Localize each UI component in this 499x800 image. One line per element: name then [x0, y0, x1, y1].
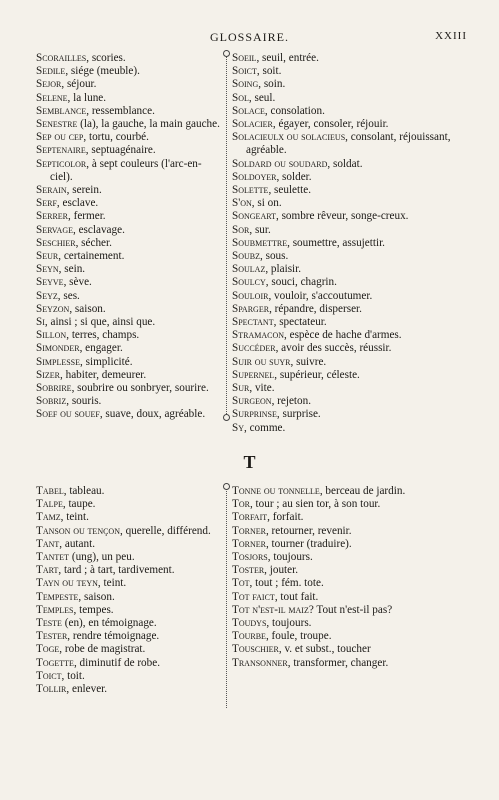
glossary-entry — [36, 342, 222, 355]
entry-headword: Scorailles — [36, 52, 87, 64]
entry-definition: , jouter. — [264, 564, 299, 577]
entry-definition: , foule, troupe. — [265, 630, 332, 643]
entry-definition: , consolation. — [264, 104, 325, 117]
entry-definition: , teint. — [60, 511, 89, 524]
glossary-entry — [232, 511, 468, 524]
entry-definition: , surprise. — [276, 408, 321, 421]
glossary-entry — [232, 342, 468, 355]
entry-definition: , tableau. — [63, 485, 105, 497]
glossary-entry — [36, 577, 222, 590]
entry-headword: Tanson ou tençon — [36, 524, 120, 537]
entry-definition: , rejeton. — [271, 395, 312, 408]
entry-headword: Togette — [36, 656, 74, 669]
entry-definition: , consolant, réjouissant, agréable. — [246, 131, 451, 157]
entry-definition: , fermer. — [68, 210, 106, 223]
glossary-entry — [36, 670, 222, 683]
entry-definition: , sur. — [249, 223, 271, 236]
entry-headword: Seur — [36, 250, 59, 263]
entry-headword: Talpe — [36, 498, 63, 511]
entry-definition: , engager. — [79, 342, 123, 355]
entry-definition: , septuagénaire. — [85, 144, 156, 157]
glossary-entry — [36, 316, 222, 329]
entry-definition: , sombre rêveur, songe-creux. — [275, 210, 409, 223]
glossary-entry — [232, 591, 468, 604]
glossary-entry — [36, 591, 222, 604]
entry-definition: , sein. — [58, 263, 86, 276]
glossary-entry — [36, 630, 222, 643]
glossary-entry — [36, 250, 222, 263]
glossary-entry — [232, 290, 468, 303]
entry-headword: Torner — [232, 524, 266, 537]
entry-definition: , la lune. — [67, 91, 107, 104]
entry-headword: Seyz — [36, 289, 58, 302]
entry-headword: Septenaire — [36, 144, 86, 157]
glossary-entry — [36, 564, 222, 577]
s-entries-right-column — [232, 52, 468, 435]
glossary-entry — [36, 158, 222, 184]
entry-definition: , rendre témoignage. — [67, 630, 160, 643]
entry-definition: , séjour. — [61, 78, 97, 91]
glossary-entry — [232, 617, 468, 630]
entry-definition: , soldat. — [327, 157, 363, 170]
entry-headword: Serain — [36, 184, 67, 197]
glossary-entry — [36, 498, 222, 511]
glossary-entry — [232, 276, 468, 289]
entry-headword: Sobriz — [36, 395, 67, 408]
entry-definition: , simplicité. — [80, 355, 133, 368]
entry-headword: Tot n'est-il maiz? — [232, 603, 314, 616]
entry-headword: Soldard ou soudard — [232, 157, 328, 170]
entry-definition: , solder. — [276, 170, 312, 183]
entry-definition: , esclavage. — [73, 223, 125, 236]
glossary-entry — [232, 303, 468, 316]
entry-headword: Toster — [232, 564, 265, 577]
entry-definition: , espèce de hache d'armes. — [284, 329, 402, 342]
glossary-entry — [36, 538, 222, 551]
glossary-entry — [232, 78, 468, 91]
entry-definition: , suivre. — [290, 355, 327, 368]
glossary-entry — [232, 52, 468, 65]
divider-ornament-top — [223, 50, 230, 57]
entry-headword: Si — [36, 316, 45, 329]
entry-headword: Tosjors — [232, 551, 268, 564]
glossary-entry — [232, 197, 468, 210]
entry-headword: Stramacon — [232, 329, 285, 342]
glossary-entry — [232, 485, 468, 498]
glossary-entry — [36, 643, 222, 656]
entry-definition: , toujours. — [266, 617, 312, 630]
entry-definition: , esclave. — [56, 197, 99, 210]
entry-headword: Songeart — [232, 210, 276, 223]
entry-headword: Surgeon — [232, 395, 272, 408]
entry-headword: Tabel — [36, 485, 64, 497]
entry-headword: Tot — [232, 577, 250, 590]
entry-definition: , tortu, courbé. — [83, 131, 149, 144]
glossary-entry — [36, 382, 222, 395]
entry-headword: Sur — [232, 382, 250, 395]
glossary-entry — [232, 498, 468, 511]
entry-headword: Serrer — [36, 210, 69, 223]
glossary-entry — [36, 197, 222, 210]
entry-headword: Tamz — [36, 511, 61, 524]
entry-headword: Soulaz — [232, 263, 266, 276]
glossary-entry — [36, 329, 222, 342]
entry-headword: Simonder — [36, 342, 80, 355]
glossary-entry — [232, 171, 468, 184]
divider-ornament-mid — [223, 414, 230, 421]
glossary-entry — [232, 237, 468, 250]
column-divider-bottom — [226, 488, 227, 708]
entry-definition: , soin. — [258, 78, 286, 91]
entry-definition: , saison. — [78, 590, 115, 603]
entry-definition: , enlever. — [66, 683, 108, 696]
entry-headword: Teste — [36, 617, 62, 630]
entry-headword: Soldoyer — [232, 170, 277, 183]
entry-definition: , transformer, changer. — [287, 656, 389, 669]
entry-headword: Seyn — [36, 263, 59, 276]
entry-definition: , ses. — [57, 289, 80, 302]
entry-headword: Semblance — [36, 104, 87, 117]
entry-headword: Touschier — [232, 643, 279, 656]
entry-definition: , seulette. — [268, 184, 311, 197]
entry-headword: Seschier — [36, 236, 76, 249]
entry-headword: Tot faict — [232, 590, 275, 603]
divider-ornament-bottom — [223, 483, 230, 490]
entry-headword: Sedile — [36, 65, 66, 78]
section-letter-heading: T — [243, 452, 256, 472]
glossary-entry — [232, 657, 468, 670]
entry-definition: , seuil, entrée. — [256, 52, 319, 64]
entry-headword: Tonne ou tonnelle — [232, 485, 320, 497]
glossary-entry — [232, 105, 468, 118]
entry-headword: Tollir — [36, 683, 67, 696]
entry-definition: , robe de magistrat. — [59, 643, 146, 656]
glossary-entry — [36, 485, 222, 498]
entry-headword: Tempeste — [36, 590, 79, 603]
glossary-entry — [36, 263, 222, 276]
entry-definition: , scories. — [86, 52, 126, 64]
entry-headword: Tart — [36, 564, 59, 577]
entry-headword: Soubz — [232, 250, 260, 263]
entry-definition: , tourner (traduire). — [265, 537, 352, 550]
glossary-entry — [232, 224, 468, 237]
entry-headword: Tant — [36, 537, 60, 550]
glossary-entry — [232, 577, 468, 590]
glossary-entry — [232, 210, 468, 223]
entry-headword: Toge — [36, 643, 60, 656]
glossary-entry — [232, 184, 468, 197]
entry-definition: , toit. — [61, 669, 85, 682]
glossary-entry — [232, 118, 468, 131]
entry-definition: (en), en témoignage. — [61, 617, 157, 630]
entry-definition: , souris. — [66, 395, 102, 408]
entry-definition: , habiter, demeurer. — [60, 368, 147, 381]
glossary-entry — [36, 92, 222, 105]
entry-definition: , tard ; à tart, tardivement. — [58, 564, 175, 577]
entry-headword: Soing — [232, 78, 259, 91]
entry-definition: , soit. — [256, 65, 282, 78]
entry-definition: , tour ; au sien tor, à son tour. — [249, 498, 381, 511]
entry-definition: , plaisir. — [265, 263, 302, 276]
entry-definition: (la), la gauche, la main gauche. — [77, 118, 220, 131]
entry-headword: Septicolor — [36, 157, 87, 170]
entry-headword: Spectant — [232, 316, 274, 329]
entry-definition: (ung), un peu. — [69, 551, 135, 564]
glossary-entry — [232, 395, 468, 408]
glossary-entry — [232, 538, 468, 551]
entry-definition: , égayer, consoler, réjouir. — [272, 118, 389, 131]
entry-definition: Tout n'est-il pas? — [313, 603, 393, 616]
entry-headword: Sparger — [232, 302, 270, 315]
entry-definition: , berceau de jardin. — [319, 485, 406, 497]
entry-definition: , ainsi ; si que, ainsi que. — [44, 316, 156, 329]
glossary-entry — [36, 551, 222, 564]
entry-definition: , certainement. — [58, 250, 125, 263]
glossary-entry — [36, 105, 222, 118]
entry-headword: Transonner — [232, 656, 288, 669]
glossary-entry — [232, 408, 468, 421]
glossary-entry — [232, 422, 468, 435]
entry-headword: Selene — [36, 91, 68, 104]
glossary-entry — [36, 657, 222, 670]
entry-definition: , taupe. — [62, 498, 96, 511]
entry-definition: , toujours. — [267, 551, 313, 564]
entry-definition: , sécher. — [75, 236, 112, 249]
glossary-entry — [36, 210, 222, 223]
entry-headword: Solacieulx ou solacieus — [232, 131, 346, 144]
entry-headword: Sep ou cep — [36, 131, 84, 144]
entry-headword: Sizer — [36, 368, 60, 381]
entry-headword: Toudys — [232, 617, 267, 630]
entry-headword: Sor — [232, 223, 250, 236]
entry-definition: , tout ; fém. tote. — [249, 577, 324, 590]
entry-definition: , soumettre, assujettir. — [287, 236, 385, 249]
column-divider-top — [226, 56, 227, 416]
glossary-entry — [36, 525, 222, 538]
glossary-entry — [232, 369, 468, 382]
entry-definition: , retourner, revenir. — [265, 524, 352, 537]
entry-headword: Seyve — [36, 276, 64, 289]
glossary-entry — [36, 290, 222, 303]
glossary-entry — [232, 356, 468, 369]
glossary-entry — [36, 369, 222, 382]
glossary-entry — [232, 250, 468, 263]
entry-definition: , si on. — [251, 197, 282, 210]
entry-definition: , sève. — [63, 276, 92, 289]
entry-headword: Soef ou souef — [36, 408, 100, 421]
glossary-entry — [232, 316, 468, 329]
entry-headword: Servage — [36, 223, 73, 236]
glossary-entry — [36, 408, 222, 421]
entry-definition: , soubrire ou sonbryer, sourire. — [71, 382, 209, 395]
entry-headword: Surprinse — [232, 408, 277, 421]
entry-headword: Suir ou suyr — [232, 355, 291, 368]
glossary-entry — [36, 224, 222, 237]
glossary-entry — [232, 92, 468, 105]
glossary-entry — [232, 551, 468, 564]
glossary-entry — [36, 683, 222, 696]
entry-headword: Tor — [232, 498, 250, 511]
entry-definition: , avoir des succès, réussir. — [275, 342, 392, 355]
t-entries-right-column — [232, 485, 468, 670]
entry-definition: , vouloir, s'accoutumer. — [268, 289, 373, 302]
glossary-entry — [36, 184, 222, 197]
entry-headword: Soict — [232, 65, 257, 78]
glossary-entry — [232, 65, 468, 78]
entry-definition: , répandre, disperser. — [269, 302, 362, 315]
entry-definition: , ressemblance. — [86, 104, 155, 117]
entry-headword: Simplesse — [36, 355, 81, 368]
entry-headword: Tantet — [36, 551, 70, 564]
entry-headword: Senestre — [36, 118, 78, 131]
entry-headword: Toict — [36, 669, 62, 682]
entry-headword: Soeil — [232, 52, 257, 64]
glossary-entry — [36, 604, 222, 617]
entry-definition: , siége (meuble). — [65, 65, 140, 78]
glossary-entry — [232, 329, 468, 342]
entry-definition: , tout fait. — [274, 590, 319, 603]
glossary-entry — [232, 643, 468, 656]
entry-definition: , vite. — [249, 382, 275, 395]
entry-headword: Solace — [232, 104, 265, 117]
glossary-entry — [36, 52, 222, 65]
glossary-entry — [232, 131, 468, 157]
glossary-entry — [36, 617, 222, 630]
page-header — [0, 30, 499, 46]
entry-definition: , saison. — [69, 302, 106, 315]
entry-headword: Torner — [232, 537, 266, 550]
entry-definition: , teint. — [97, 577, 127, 590]
entry-headword: Torfait — [232, 511, 268, 524]
entry-definition: , diminutif de robe. — [73, 656, 161, 669]
entry-headword: Supernel — [232, 368, 275, 381]
entry-definition: , forfait. — [267, 511, 304, 524]
glossary-entry — [36, 78, 222, 91]
entry-headword: Tourbe — [232, 630, 266, 643]
entry-headword: Soulcy — [232, 276, 266, 289]
entry-headword: Sejor — [36, 78, 62, 91]
glossary-entry — [232, 604, 468, 617]
entry-definition: , supérieur, céleste. — [274, 368, 360, 381]
glossary-entry — [36, 395, 222, 408]
glossary-entry — [232, 525, 468, 538]
glossary-entry — [36, 131, 222, 144]
entry-headword: Temples — [36, 603, 74, 616]
glossary-entry — [36, 144, 222, 157]
glossary-entry — [232, 382, 468, 395]
glossary-entry — [36, 276, 222, 289]
entry-headword: Soubmettre — [232, 236, 288, 249]
entry-definition: , autant. — [59, 537, 96, 550]
s-entries-left-column — [36, 52, 222, 422]
page-number: XXIII — [435, 30, 467, 42]
glossary-entry — [36, 356, 222, 369]
entry-headword: Serf — [36, 197, 57, 210]
glossary-entry — [36, 237, 222, 250]
entry-headword: Succéder — [232, 342, 276, 355]
entry-definition: , serein. — [66, 184, 102, 197]
entry-definition: , sous. — [260, 250, 289, 263]
glossary-entry — [232, 564, 468, 577]
glossary-entry — [36, 118, 222, 131]
t-entries-left-column — [36, 485, 222, 696]
entry-definition: , souci, chagrin. — [265, 276, 337, 289]
entry-definition: , comme. — [244, 421, 286, 434]
entry-headword: Solacier — [232, 118, 273, 131]
entry-definition: , terres, champs. — [66, 329, 140, 342]
entry-headword: Tayn ou teyn — [36, 577, 98, 590]
glossary-entry — [232, 158, 468, 171]
entry-headword: S'on — [232, 197, 252, 210]
entry-definition: , suave, doux, agréable. — [99, 408, 206, 421]
entry-definition: , spectateur. — [273, 316, 327, 329]
entry-headword: Sy — [232, 421, 244, 434]
entry-headword: Sillon — [36, 329, 67, 342]
entry-headword: Tester — [36, 630, 68, 643]
glossary-entry — [232, 630, 468, 643]
entry-definition: , v. et subst., toucher — [278, 643, 371, 656]
page-title: GLOSSAIRE. — [209, 30, 289, 44]
glossary-entry — [36, 65, 222, 78]
entry-definition: , à sept couleurs (l'arc-en-ciel). — [50, 157, 202, 183]
entry-headword: Seyzon — [36, 302, 70, 315]
entry-definition: , seul. — [248, 91, 276, 104]
glossary-entry — [36, 511, 222, 524]
glossary-entry — [36, 303, 222, 316]
entry-definition: , querelle, différend. — [119, 524, 211, 537]
entry-headword: Sol — [232, 91, 249, 104]
entry-definition: , tempes. — [73, 603, 114, 616]
entry-headword: Souloir — [232, 289, 269, 302]
entry-headword: Solette — [232, 184, 269, 197]
glossary-entry — [232, 263, 468, 276]
entry-headword: Sobrire — [36, 382, 72, 395]
